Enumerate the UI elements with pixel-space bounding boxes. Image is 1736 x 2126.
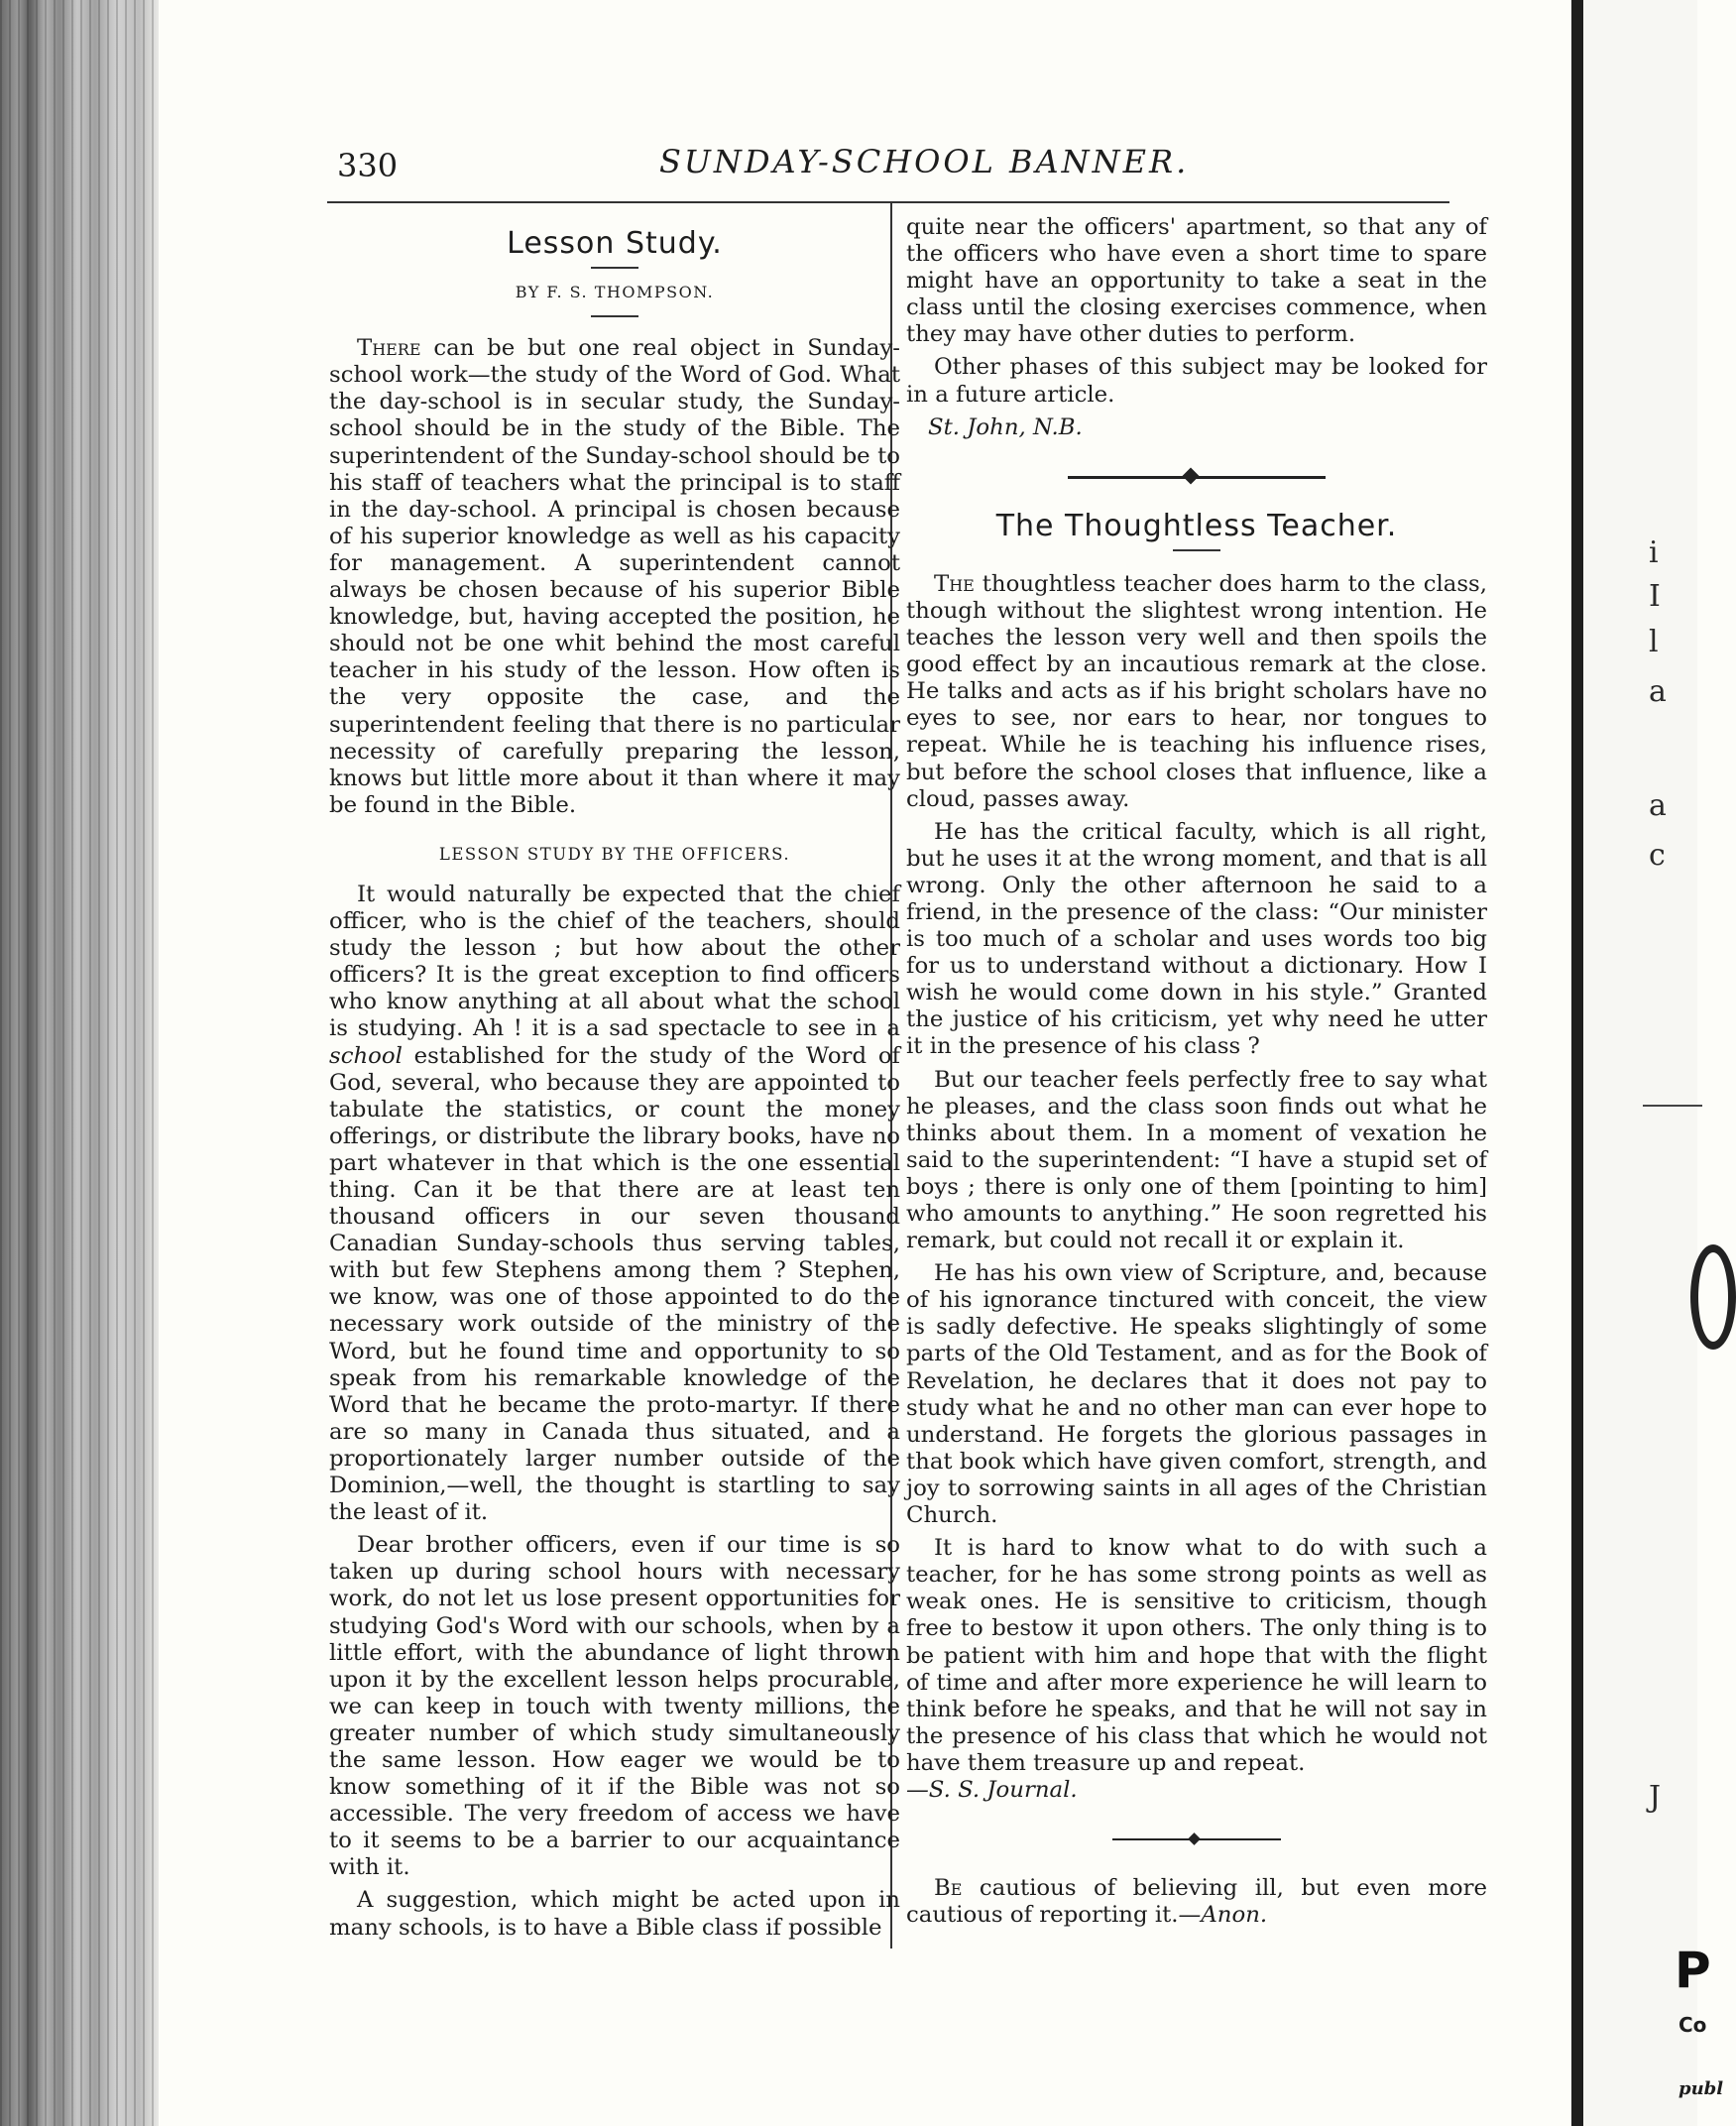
article-paragraph bbox=[906, 571, 1487, 813]
article-title: The Thoughtless Teacher. bbox=[995, 508, 1398, 543]
book-binding-edge bbox=[0, 0, 159, 2126]
quote-source: —Anon. bbox=[1178, 1902, 1268, 1929]
left-column bbox=[329, 226, 900, 1942]
article-place: St. John, N.B. bbox=[928, 413, 1083, 440]
page-gutter bbox=[1571, 0, 1583, 2126]
quote-lead: Be bbox=[934, 1875, 963, 1902]
article-paragraph: A suggestion, which might be acted upon in many schools, is to have a Bible class if possible bbox=[329, 1887, 900, 1941]
fragment-letter: i bbox=[1649, 535, 1659, 570]
title-rule bbox=[591, 267, 638, 269]
article-paragraph: But our teacher feels perfectly free to say what he pleases, and the class soon finds out what he thinks about them. In a moment of vexation he said to the superintendent: “I have a stupid set of boys ; there is only one of them [pointing to him] who amounts to anything.” He soon regretted his remark, but could not recall it or explain it. bbox=[906, 1066, 1487, 1254]
article-paragraph bbox=[329, 882, 900, 1526]
fragment-co: Co bbox=[1678, 2013, 1707, 2037]
fragment-ornament bbox=[1690, 1244, 1736, 1350]
quote-paragraph bbox=[906, 1875, 1487, 1929]
header-rule bbox=[327, 201, 1449, 203]
fragment-letter: a bbox=[1649, 788, 1667, 823]
byline-rule bbox=[591, 315, 638, 317]
fragment-letter: J bbox=[1649, 1780, 1662, 1815]
article-paragraph: He has his own view of Scripture, and, because of his ignorance tinctured with conceit, the view is sadly defective. He speaks slightingly of some parts of the Old Testament, and as for the Book of Revelation, he declares that it does not pay to study what he and no other man can ever hope to understand. He forgets the glorious passages in that book which have given comfort, strength, and joy to sorrowing saints in all ages of the Christian Church. bbox=[906, 1260, 1487, 1529]
article-paragraph: Other phases of this subject may be looked for in a future article. bbox=[906, 354, 1487, 408]
article-source: —S. S. Journal. bbox=[906, 1776, 1078, 1803]
page-number: 330 bbox=[337, 147, 399, 184]
section-subheading: LESSON STUDY BY THE OFFICERS. bbox=[438, 844, 791, 864]
article-paragraph-continued: quite near the officers' apartment, so that any of the officers who have even a short time to spare might have an opportunity to take a seat in the class until the closing exercises commence, when they may have other duties to perform. bbox=[906, 214, 1487, 348]
adjacent-page-fragment bbox=[1583, 0, 1724, 2126]
fragment-big-letter: P bbox=[1675, 1942, 1711, 1999]
fragment-letter: l bbox=[1649, 625, 1659, 659]
article-byline: BY F. S. THOMPSON. bbox=[515, 283, 715, 302]
fragment-letter: c bbox=[1649, 838, 1666, 873]
title-rule bbox=[1173, 549, 1220, 551]
right-column bbox=[906, 214, 1487, 1929]
paragraph-lead: There bbox=[357, 335, 421, 362]
fragment-letter: I bbox=[1649, 579, 1661, 614]
article-paragraph: It is hard to know what to do with such a teacher, for he has some strong points as well as weak ones. He is sensitive to criticism, though free to bestow it upon others. The only thing is to be patient with him and hope that with the flight of time and after more experience he will learn to think before he speaks, and that he will not say in the presence of his class that which he would not have them treasure up and repeat. bbox=[906, 1535, 1487, 1776]
paragraph-text: established for the study of the Word of God, several, who because they are appointed to tabulate the statistics, or count the money offerings, or distribute the library books, have no part whatever in that which is the one essential thing. Can it be that there are at least ten thousand officers in our seven thousand Canadian Sunday-schools thus serving tables, with but few Stephens among them ? Stephen, we know, was one of those appointed to do the necessary work outside of the ministry of the Word, but he found time and opportunity to so speak from his remarkable knowledge of the Word that he became the proto-martyr. If there are so many in Canada thus situated, and a proportionately larger number outside of the Dominion,—well, the thought is startling to say the least of it. bbox=[329, 1042, 900, 1526]
page-header bbox=[337, 143, 1447, 192]
paragraph-lead: The bbox=[934, 570, 975, 597]
article-title: Lesson Study. bbox=[507, 226, 723, 261]
article-paragraph: Dear brother officers, even if our time is so taken up during school hours with necessary work, do not let us lose present opportunities for studying God's Word with our schools, when by a little effort, with the abundance of light thrown upon it by the excellent lesson helps procurable, we can keep in touch with twenty millions, the greater number of which study simultaneously the same lesson. How eager we would be to know something of it if the Bible was not so accessible. The very freedom of access we have to it seems to be a barrier to our acquaintance with it. bbox=[329, 1532, 900, 1881]
paragraph-italic: school bbox=[329, 1042, 403, 1069]
section-ornament bbox=[1068, 467, 1326, 487]
paragraph-text: can be but one real object in Sunday-school work—the study of the Word of God. What the day-school is in secular study, the Sunday-school should be in the study of the Bible. The superintendent of the Sunday-school should be to his staff of teachers what the principal is to staff in the day-school. A principal is chosen because of his superior knowledge as well as his capacity for management. A superintendent cannot always be chosen because of his superior Bible knowledge, but, having accepted the position, he should not be one whit behind the most careful teacher in his study of the lesson. How often is the very opposite the case, and the superintendent feeling that there is no particular necessity of carefully preparing the lesson, knows but little more about it than where it may be found in the Bible. bbox=[329, 335, 900, 818]
article-paragraph bbox=[329, 335, 900, 819]
article-paragraph: He has the critical faculty, which is all right, but he uses it at the wrong moment, and that is all wrong. Only the other afternoon he said to a friend, in the presence of the class: “Our minister is too much of a scholar and uses words too big for us to understand without a dictionary. How I wish he would come down in his style.” Granted the justice of his criticism, yet why need he utter it in the presence of his class ? bbox=[906, 818, 1488, 1060]
running-head: SUNDAY-SCHOOL BANNER. bbox=[659, 143, 1190, 180]
fragment-publ: publ bbox=[1678, 2078, 1724, 2099]
fragment-letter: a bbox=[1649, 674, 1667, 709]
fragment-rule bbox=[1643, 1105, 1702, 1107]
quote-text: cautious of believing ill, but even more cautious of reporting it. bbox=[906, 1875, 1487, 1929]
section-ornament bbox=[1112, 1830, 1281, 1849]
paragraph-text: thoughtless teacher does harm to the class, though without the slightest wrong intention. He teaches the lesson very well and then spoils the good effect by an incautious remark at the close. He talks and acts as if his bright scholars have no eyes to see, nor ears to hear, nor tongues to repeat. While he is teaching his influence rises, but before the school closes that influence, like a cloud, passes away. bbox=[906, 570, 1487, 812]
paragraph-text: It would naturally be expected that the chief officer, who is the chief of the teachers, should study the lesson ; but how about the other officers? It is the great exception to find officers who know anything at all about what the school is studying. Ah ! it is a sad spectacle to see in a bbox=[329, 881, 900, 1042]
